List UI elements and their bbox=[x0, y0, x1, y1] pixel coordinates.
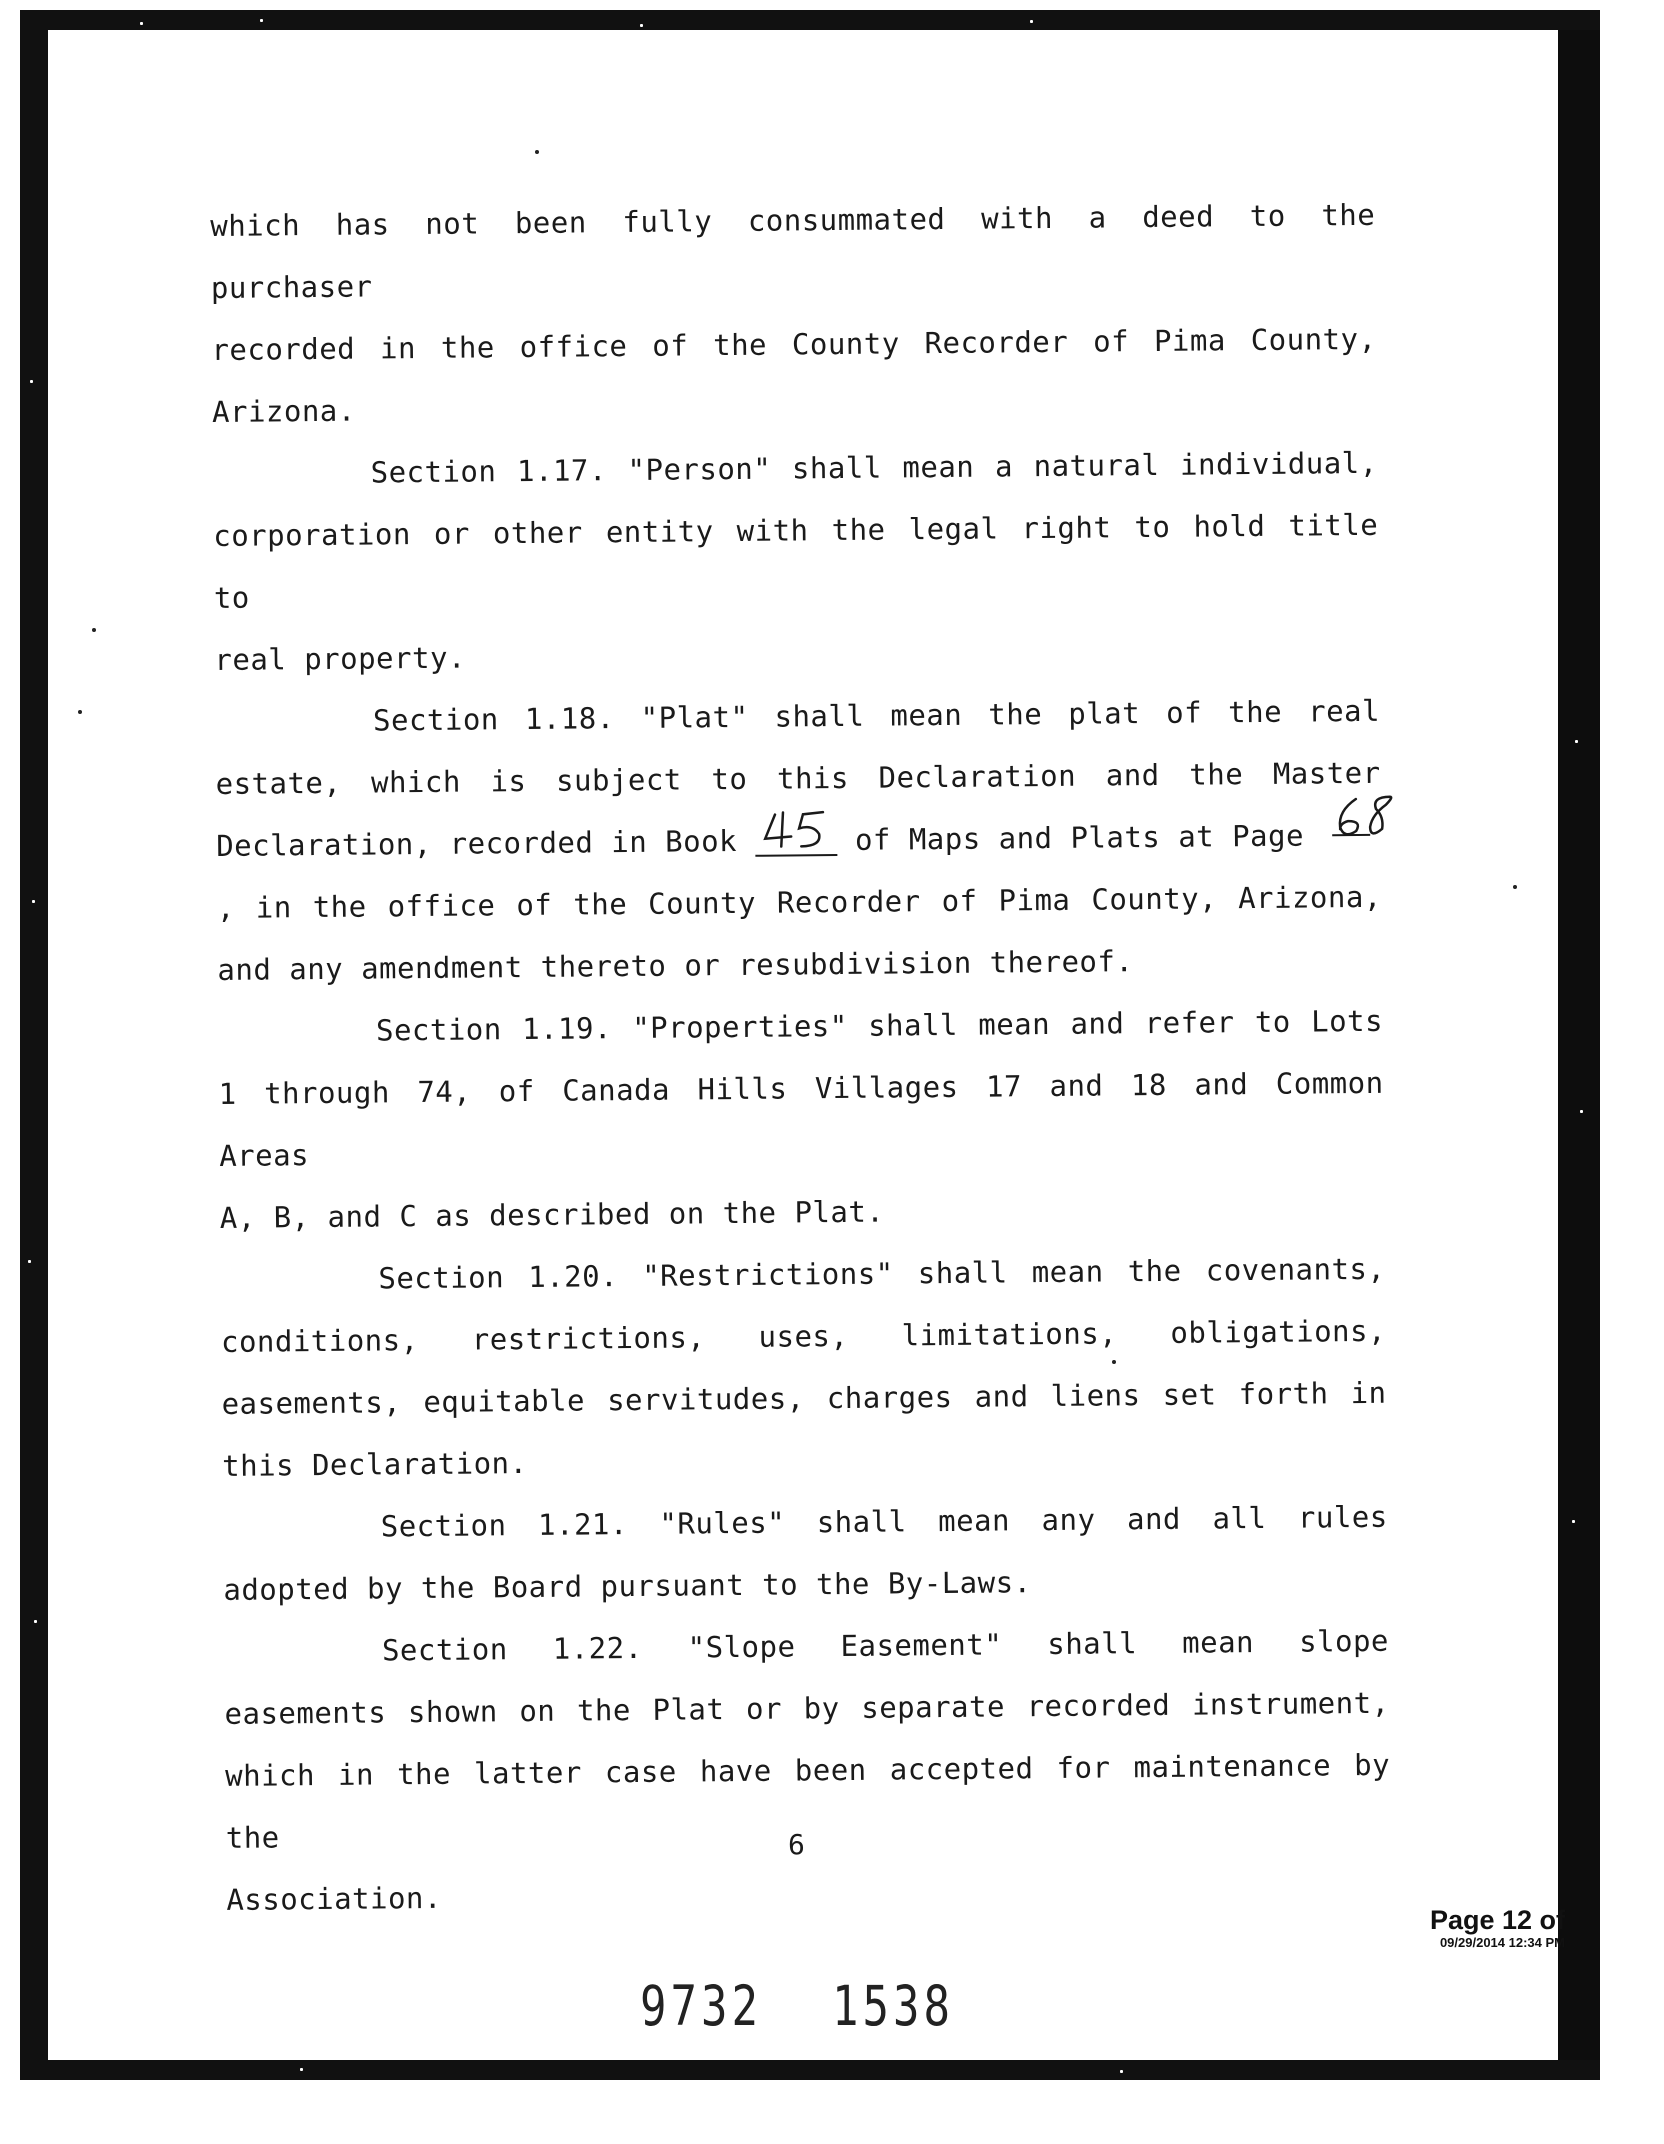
body-line: conditions, restrictions, uses, limitations, obligations, bbox=[220, 1313, 1387, 1359]
recorder-stamp bbox=[1390, 1905, 1565, 1951]
stamp-page-label: Page 12 of bbox=[1429, 1905, 1565, 1935]
scan-speck bbox=[1580, 1110, 1583, 1113]
body-line: easements shown on the Plat or by separate recorded instrument, bbox=[224, 1685, 1390, 1731]
body-line: recorded in the office of the County Recorder of Pima County, bbox=[211, 321, 1377, 367]
section-1-19-heading-line: Section 1.19. "Properties" shall mean and refer to Lots bbox=[375, 1003, 1384, 1048]
body-line: which has not been fully consummated with a deed to the purchaser bbox=[210, 197, 1376, 305]
scan-speck bbox=[535, 150, 539, 154]
scan-speck bbox=[92, 628, 96, 632]
stamp-datetime: 09/29/2014 12:34 PM bbox=[1439, 1935, 1565, 1950]
body-line: estate, which is subject to this Declaration and the Master bbox=[215, 755, 1381, 801]
scan-speck bbox=[1513, 885, 1517, 889]
scan-speck bbox=[1120, 2070, 1123, 2073]
body-line: corporation or other entity with the legal right to hold title to bbox=[213, 507, 1379, 615]
book-reference-line bbox=[216, 804, 1382, 877]
body-line: easements, equitable servitudes, charges and liens set forth in bbox=[221, 1375, 1387, 1421]
section-1-22-heading-line: Section 1.22. "Slope Easement" shall mean slope bbox=[381, 1623, 1390, 1668]
section-1-17-heading-line: Section 1.17. "Person" shall mean a natural individual, bbox=[370, 445, 1378, 490]
scan-edge-strip bbox=[1558, 30, 1600, 2060]
scan-speck bbox=[1572, 1520, 1575, 1523]
body-line: adopted by the Board pursuant to the By-Laws. bbox=[223, 1565, 1032, 1607]
scan-speck bbox=[260, 19, 263, 22]
section-1-18-heading-line: Section 1.18. "Plat" shall mean the plat of the real bbox=[372, 693, 1381, 738]
page-number: 6 bbox=[788, 1828, 805, 1861]
body-line: and any amendment thereto or resubdivision thereof. bbox=[217, 944, 1134, 987]
body-line: real property. bbox=[214, 640, 467, 677]
scan-speck bbox=[78, 710, 82, 714]
section-1-20-heading-line: Section 1.20. "Restrictions" shall mean the covenants, bbox=[378, 1251, 1386, 1296]
scan-speck bbox=[28, 1260, 31, 1263]
body-line: Arizona. bbox=[211, 393, 356, 429]
scan-speck bbox=[140, 22, 143, 25]
body-line: 1 through 74, of Canada Hills Villages 17 and 18 and Common Areas bbox=[218, 1065, 1384, 1173]
section-1-21-heading-line: Section 1.21. "Rules" shall mean any and all rules bbox=[380, 1499, 1388, 1544]
scan-speck bbox=[1575, 740, 1578, 743]
docket-page: 1538 bbox=[831, 1975, 954, 2039]
body-line: this Declaration. bbox=[222, 1446, 528, 1483]
scan-speck bbox=[30, 380, 33, 383]
body-line: which in the latter case have been accepted for maintenance by the bbox=[225, 1747, 1391, 1855]
scan-speck bbox=[1030, 20, 1033, 23]
book-blank bbox=[755, 824, 837, 857]
book-page-stamp bbox=[640, 1975, 954, 2039]
scan-speck bbox=[640, 24, 643, 27]
body-line: A, B, and C as described on the Plat. bbox=[219, 1194, 885, 1235]
scan-speck bbox=[34, 1620, 37, 1623]
book-line-before: Declaration, recorded in Book bbox=[216, 823, 738, 863]
docket-number: 9732 bbox=[640, 1975, 762, 2039]
handwritten-page-number bbox=[1330, 793, 1400, 842]
handwritten-book-number bbox=[761, 806, 831, 855]
book-line-middle: of Maps and Plats at Page bbox=[854, 818, 1305, 857]
page-blank bbox=[1322, 821, 1378, 852]
document-body bbox=[210, 184, 1392, 1931]
scan-speck bbox=[32, 900, 35, 903]
body-line: , in the office of the County Recorder of Pima County, Arizona, bbox=[216, 879, 1382, 925]
body-line: Association. bbox=[226, 1880, 443, 1917]
scan-speck bbox=[300, 2068, 303, 2071]
